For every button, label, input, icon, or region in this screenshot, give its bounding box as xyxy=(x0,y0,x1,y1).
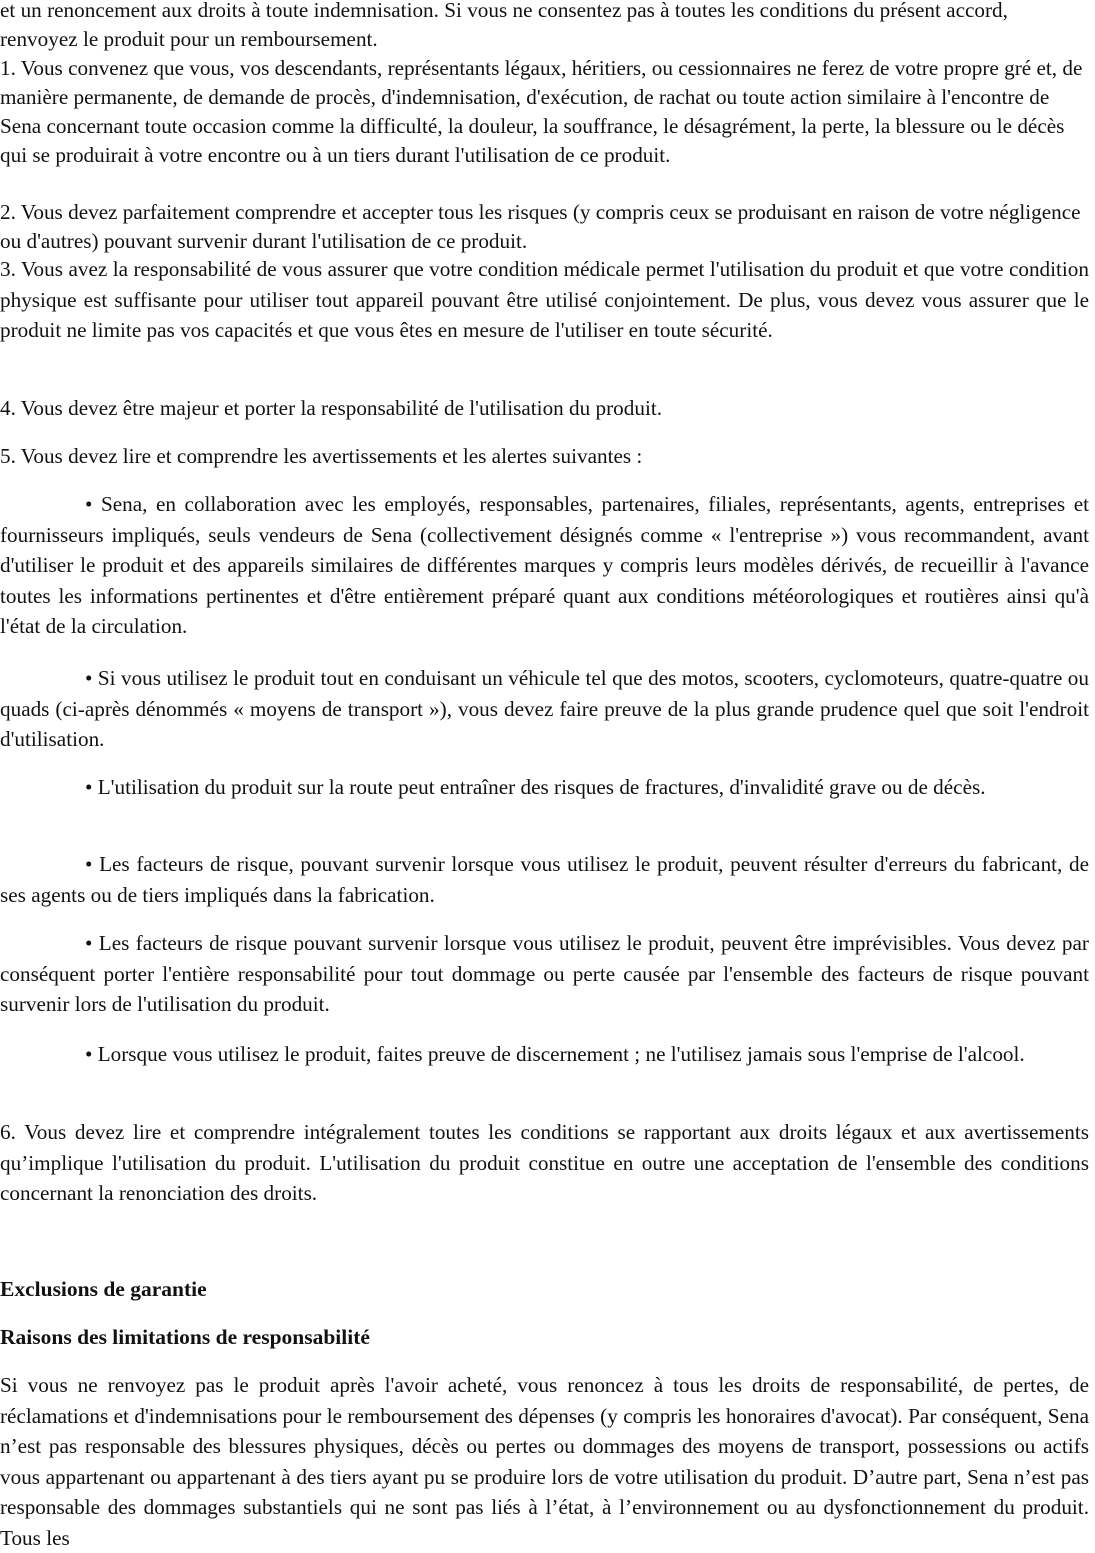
warning-bullet-4: • Les facteurs de risque, pouvant survenir lorsque vous utilisez le produit, peuvent résulter d'erreurs du fabricant, de ses agents ou de tiers impliqués dans la fabrication. xyxy=(0,852,1089,907)
clause-6: 6. Vous devez lire et comprendre intégralement toutes les conditions se rapportant aux droits légaux et aux avertissements qu’implique l'utilisation du produit. L'utilisation du produit constitue en outre une acceptation de l'ensemble des conditions concernant la renonciation des droits. xyxy=(0,1120,1089,1206)
section-heading-exclusions: Exclusions de garantie xyxy=(0,1277,207,1301)
clause-3: 3. Vous avez la responsabilité de vous assurer que votre condition médicale permet l'utilisation du produit et que votre condition physique est suffisante pour utiliser tout appareil pouvant être utilisé conjointement. De plus, vous devez vous assurer que le produit ne limite pas vos capacités et que vous êtes en mesure de l'utiliser en toute sécurité. xyxy=(0,257,1089,343)
final-paragraph: Si vous ne renvoyez pas le produit après l'avoir acheté, vous renoncez à tous les droits de responsabilité, de pertes, de réclamations et d'indemnisations pour le remboursement des dépenses (y compris les honoraires d'avocat). Par conséquent, Sena n’est pas responsable des blessures physiques, décès ou pertes ou dommages des moyens de transport, possessions ou actifs vous appartenant ou appartenant à des tiers ayant pu se produire lors de votre utilisation du produit. D’autre part, Sena n’est pas responsable des dommages substantiels qui ne sont pas liés à l’état, à l’environnement ou au dysfonctionnement du produit. Tous les xyxy=(0,1373,1089,1550)
clause-4: 4. Vous devez être majeur et porter la responsabilité de l'utilisation du produit. xyxy=(0,396,663,420)
clause-2: 2. Vous devez parfaitement comprendre et accepter tous les risques (y compris ceux se produisant en raison de votre négligence ou d'autres) pouvant survenir durant l'utilisation de ce produit. xyxy=(0,200,1081,253)
clause-1: 1. Vous convenez que vous, vos descendants, représentants légaux, héritiers, ou cessionnaires ne ferez de votre propre gré et, de manière permanente, de demande de procès, d'indemnisation, d'exécution, de rachat ou toute action similaire à l'encontre de Sena concernant toute occasion comme la difficulté, la douleur, la souffrance, le désagrément, la perte, la blessure ou le décès qui se produirait à votre encontre ou à un tiers durant l'utilisation de ce produit. xyxy=(0,56,1083,167)
intro-paragraph: et un renoncement aux droits à toute indemnisation. Si vous ne consentez pas à toutes les conditions du présent accord, renvoyez le produit pour un remboursement. xyxy=(0,0,1008,51)
warning-bullet-6: • Lorsque vous utilisez le produit, faites preuve de discernement ; ne l'utilisez jamais sous l'emprise de l'alcool. xyxy=(85,1042,1025,1066)
warning-bullet-3: • L'utilisation du produit sur la route peut entraîner des risques de fractures, d'invalidité grave ou de décès. xyxy=(85,775,986,799)
clause-5: 5. Vous devez lire et comprendre les avertissements et les alertes suivantes : xyxy=(0,444,643,468)
warning-bullet-1: • Sena, en collaboration avec les employés, responsables, partenaires, filiales, représentants, agents, entreprises et fournisseurs impliqués, seuls vendeurs de Sena (collectivement désignés comme « l'entreprise ») vous recommandent, avant d'utiliser le produit et des appareils similaires de différentes marques y compris leurs modèles dérivés, de recueillir à l'avance toutes les informations pertinentes et d'être entièrement préparé quant aux conditions météorologiques et routières ainsi qu'à l'état de la circulation. xyxy=(0,492,1089,639)
section-heading-limitations: Raisons des limitations de responsabilité xyxy=(0,1325,370,1349)
warning-bullet-5: • Les facteurs de risque pouvant survenir lorsque vous utilisez le produit, peuvent être imprévisibles. Vous devez par conséquent porter l'entière responsabilité pour tout dommage ou perte causée par l'ensemble des facteurs de risque pouvant survenir lors de l'utilisation du produit. xyxy=(0,931,1089,1017)
warning-bullet-2: • Si vous utilisez le produit tout en conduisant un véhicule tel que des motos, scooters, cyclomoteurs, quatre-quatre ou quads (ci-après dénommés « moyens de transport »), vous devez faire preuve de la plus grande prudence quel que soit l'endroit d'utilisation. xyxy=(0,666,1089,752)
